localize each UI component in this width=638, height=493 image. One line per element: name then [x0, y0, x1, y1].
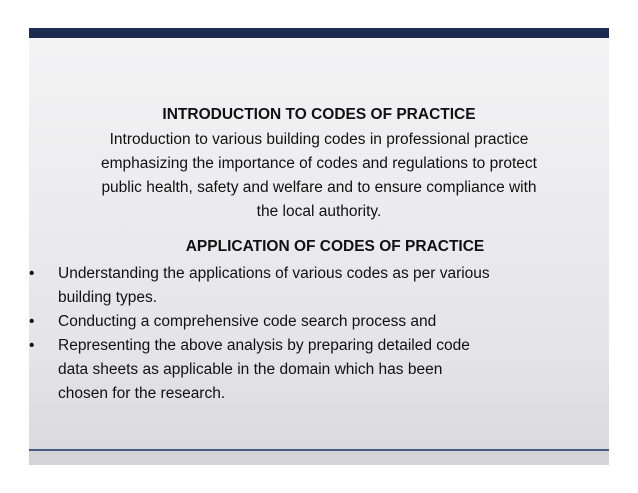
list-item-line: data sheets as applicable in the domain which has been [58, 361, 443, 378]
intro-paragraph [29, 128, 609, 224]
top-bar [29, 28, 609, 38]
intro-line: public health, safety and welfare and to ensure compliance with [101, 179, 537, 196]
list-item-line: Conducting a comprehensive code search process and [58, 313, 437, 330]
intro-line: the local authority. [256, 203, 382, 220]
list-item [29, 334, 609, 406]
bullet-icon: • [29, 337, 35, 354]
bullet-icon: • [29, 313, 35, 330]
list-item-line: chosen for the research. [58, 385, 226, 402]
list-item [29, 310, 609, 334]
intro-line: Introduction to various building codes in professional practice [109, 131, 529, 148]
application-list [29, 262, 609, 406]
intro-heading: INTRODUCTION TO CODES OF PRACTICE [162, 106, 476, 123]
bullet-icon: • [29, 265, 35, 282]
list-item [29, 262, 609, 310]
footer-band [29, 451, 609, 465]
intro-line: emphasizing the importance of codes and regulations to protect [101, 155, 537, 172]
application-heading: APPLICATION OF CODES OF PRACTICE [185, 238, 485, 255]
list-item-line: Representing the above analysis by preparing detailed code [58, 337, 470, 354]
list-item-line: Understanding the applications of various codes as per various [58, 265, 490, 282]
slide [29, 28, 609, 465]
list-item-line: building types. [58, 289, 158, 306]
